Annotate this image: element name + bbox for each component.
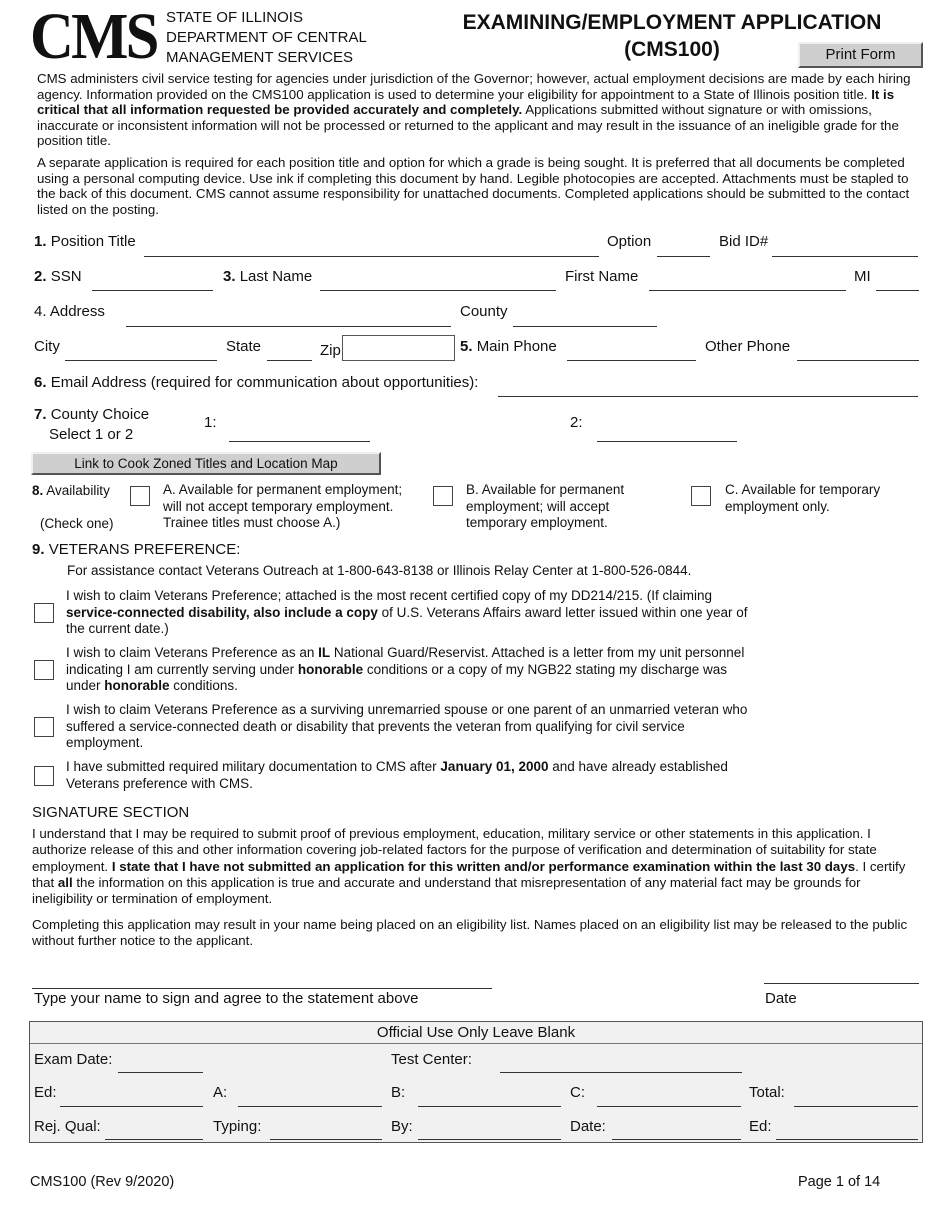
official-use-title: Official Use Only Leave Blank — [376, 1024, 576, 1041]
county-choice-1-input[interactable] — [229, 441, 370, 442]
signature-label: Type your name to sign and agree to the statement above — [34, 990, 419, 1007]
c-input[interactable] — [597, 1106, 741, 1107]
typing-input[interactable] — [270, 1139, 382, 1140]
veterans-option-1-checkbox[interactable] — [34, 603, 54, 623]
availability-a-text: A. Available for permanent employment; will not accept temporary employment. Trainee titles must choose A.) — [163, 482, 403, 530]
total-input[interactable] — [794, 1106, 918, 1107]
official-use-box — [29, 1021, 923, 1143]
mi-label: MI — [854, 268, 871, 285]
main-phone-input[interactable] — [567, 360, 696, 361]
last-name-label: 3. Last Name — [223, 268, 313, 285]
ed-label: Ed: — [34, 1084, 57, 1101]
county-choice-2-label: 2: — [570, 414, 583, 431]
cms-logo: CMS — [30, 0, 157, 73]
address-input[interactable] — [126, 326, 451, 327]
check-one-hint: (Check one) — [40, 516, 114, 531]
main-phone-label: 5. Main Phone — [460, 338, 557, 355]
last-name-input[interactable] — [320, 290, 556, 291]
ed2-label: Ed: — [749, 1118, 772, 1135]
veterans-option-2-text: I wish to claim Veterans Preference as an IL National Guard/Reservist. Attached is a letter from my unit personnel indicating I am currently serving under honorable conditions or a copy of my NGB22 stating my discharge was under honorable conditions. — [66, 645, 745, 693]
county-choice-2-input[interactable] — [597, 441, 737, 442]
signature-paragraph-2: Completing this application may result in your name being placed on an eligibility list. Names placed on an eligibility list may be released to the public without further notice to the applicant. — [32, 917, 908, 949]
form-revision: CMS100 (Rev 9/2020) — [30, 1174, 175, 1190]
ed-input[interactable] — [60, 1106, 203, 1107]
page-number: Page 1 of 14 — [798, 1174, 881, 1190]
county-input[interactable] — [513, 326, 657, 327]
availability-b-text: B. Available for permanent employment; will accept temporary employment. — [466, 482, 625, 530]
by-label: By: — [391, 1118, 413, 1135]
veterans-title: 9. VETERANS PREFERENCE: — [32, 541, 241, 558]
county-choice-1-label: 1: — [204, 414, 217, 431]
rej-qual-label: Rej. Qual: — [34, 1118, 101, 1135]
intro-paragraph-1: CMS administers civil service testing for agencies under jurisdiction of the Governor; however, actual employment decisions are made by each hiring agency. Information provided on the CMS100 application is used to determine your eligibility for appointment to a State of Illinois position title. It is critical that all information requested be provided accurately and completely. Applications submitted without signature or with omissions, inaccurate or inconsistent information will not be processed or returned to the applicant and may result in the issuance of an ineligible grade for the position title. — [37, 71, 911, 149]
veterans-option-1-text: I wish to claim Veterans Preference; attached is the most recent certified copy of my DD214/215. (If claiming service-connected disability, also include a copy of U.S. Veterans Affairs award letter issued within one year of the current date.) — [66, 588, 748, 636]
email-input[interactable] — [498, 396, 918, 397]
bid-id-input[interactable] — [772, 256, 918, 257]
form-code: (CMS100) — [624, 38, 720, 61]
agency-line-3: MANAGEMENT SERVICES — [166, 49, 353, 66]
state-label: State — [226, 338, 262, 355]
availability-b-checkbox[interactable] — [433, 486, 453, 506]
city-label: City — [34, 338, 60, 355]
official-date-label: Date: — [570, 1118, 606, 1135]
availability-label: 8. Availability — [32, 483, 110, 498]
typing-label: Typing: — [213, 1118, 262, 1135]
test-center-input[interactable] — [500, 1072, 742, 1073]
c-label: C: — [570, 1084, 585, 1101]
position-title-input[interactable] — [144, 256, 599, 257]
b-input[interactable] — [418, 1106, 561, 1107]
email-label: 6. Email Address (required for communication about opportunities): — [34, 374, 479, 391]
city-input[interactable] — [65, 360, 217, 361]
form-title: EXAMINING/EMPLOYMENT APPLICATION — [462, 11, 882, 34]
other-phone-input[interactable] — [797, 360, 919, 361]
exam-date-input[interactable] — [118, 1072, 203, 1073]
position-title-label: 1. Position Title — [34, 233, 136, 250]
veterans-option-2-checkbox[interactable] — [34, 660, 54, 680]
bid-id-label: Bid ID# — [719, 233, 769, 250]
by-input[interactable] — [418, 1139, 561, 1140]
intro-paragraph-2: A separate application is required for each position title and option for which a grade is being sought. It is preferred that all documents be completed using a personal computing device. Use ink if completing this document by hand. Legible photocopies are accepted. Attachments must be stapled to the back of this document. CMS cannot assume responsibility for unattached documents. Completed applications should be submitted to the contact listed on the posting. — [37, 155, 910, 217]
zip-input[interactable] — [342, 335, 455, 361]
total-label: Total: — [749, 1084, 785, 1101]
signature-title: SIGNATURE SECTION — [32, 804, 190, 821]
signature-input[interactable] — [32, 988, 492, 989]
zip-label: Zip — [320, 342, 341, 359]
veterans-option-3-checkbox[interactable] — [34, 717, 54, 737]
agency-line-1: STATE OF ILLINOIS — [166, 9, 303, 26]
option-input[interactable] — [657, 256, 710, 257]
official-use-divider — [30, 1043, 922, 1044]
state-input[interactable] — [267, 360, 312, 361]
other-phone-label: Other Phone — [705, 338, 791, 355]
ssn-input[interactable] — [92, 290, 213, 291]
a-label: A: — [213, 1084, 228, 1101]
availability-c-text: C. Available for temporary employment only. — [725, 482, 881, 514]
date-input[interactable] — [764, 983, 919, 984]
mi-input[interactable] — [876, 290, 919, 291]
county-select-hint: Select 1 or 2 — [49, 426, 134, 443]
print-form-button[interactable]: Print Form — [798, 42, 923, 68]
first-name-input[interactable] — [649, 290, 846, 291]
agency-name — [166, 8, 367, 68]
exam-date-label: Exam Date: — [34, 1051, 113, 1068]
veterans-option-3-text: I wish to claim Veterans Preference as a surviving unremarried spouse or one parent of an unmarried veteran who suffered a service-connected death or disability that prevents the veteran from qualifying for civil service employment. — [66, 702, 748, 750]
first-name-label: First Name — [565, 268, 639, 285]
veterans-assist: For assistance contact Veterans Outreach at 1-800-643-8138 or Illinois Relay Center at 1-800-526-0844. — [67, 563, 692, 578]
official-date-input[interactable] — [612, 1139, 741, 1140]
b-label: B: — [391, 1084, 406, 1101]
county-choice-label: 7. County Choice — [34, 406, 150, 423]
rej-qual-input[interactable] — [105, 1139, 203, 1140]
address-label: 4. Address — [34, 303, 105, 320]
ssn-label: 2. SSN — [34, 268, 82, 285]
ed2-input[interactable] — [776, 1139, 918, 1140]
date-label: Date — [765, 990, 797, 1007]
veterans-option-4-text: I have submitted required military documentation to CMS after January 01, 2000 and have already established Veterans preference with CMS. — [66, 759, 728, 791]
cook-map-link-button[interactable]: Link to Cook Zoned Titles and Location Map — [31, 452, 381, 475]
option-label: Option — [607, 233, 652, 250]
agency-line-2: DEPARTMENT OF CENTRAL — [166, 29, 367, 46]
signature-paragraph-1: I understand that I may be required to submit proof of previous employment, education, military service or other statements in this application. I authorize release of this and other information covering job-related factors for the purpose of verification and determination of suitability for state employment. I state that I have not submitted an application for this written and/or performance examination within the last 30 days. I certify that all the information on this application is true and accurate and understand that misrepresentation of any material fact may be grounds for ineligibility or termination of employment. — [32, 826, 906, 907]
a-input[interactable] — [238, 1106, 382, 1107]
test-center-label: Test Center: — [391, 1051, 472, 1068]
availability-a-checkbox[interactable] — [130, 486, 150, 506]
availability-c-checkbox[interactable] — [691, 486, 711, 506]
veterans-option-4-checkbox[interactable] — [34, 766, 54, 786]
county-label: County — [460, 303, 508, 320]
